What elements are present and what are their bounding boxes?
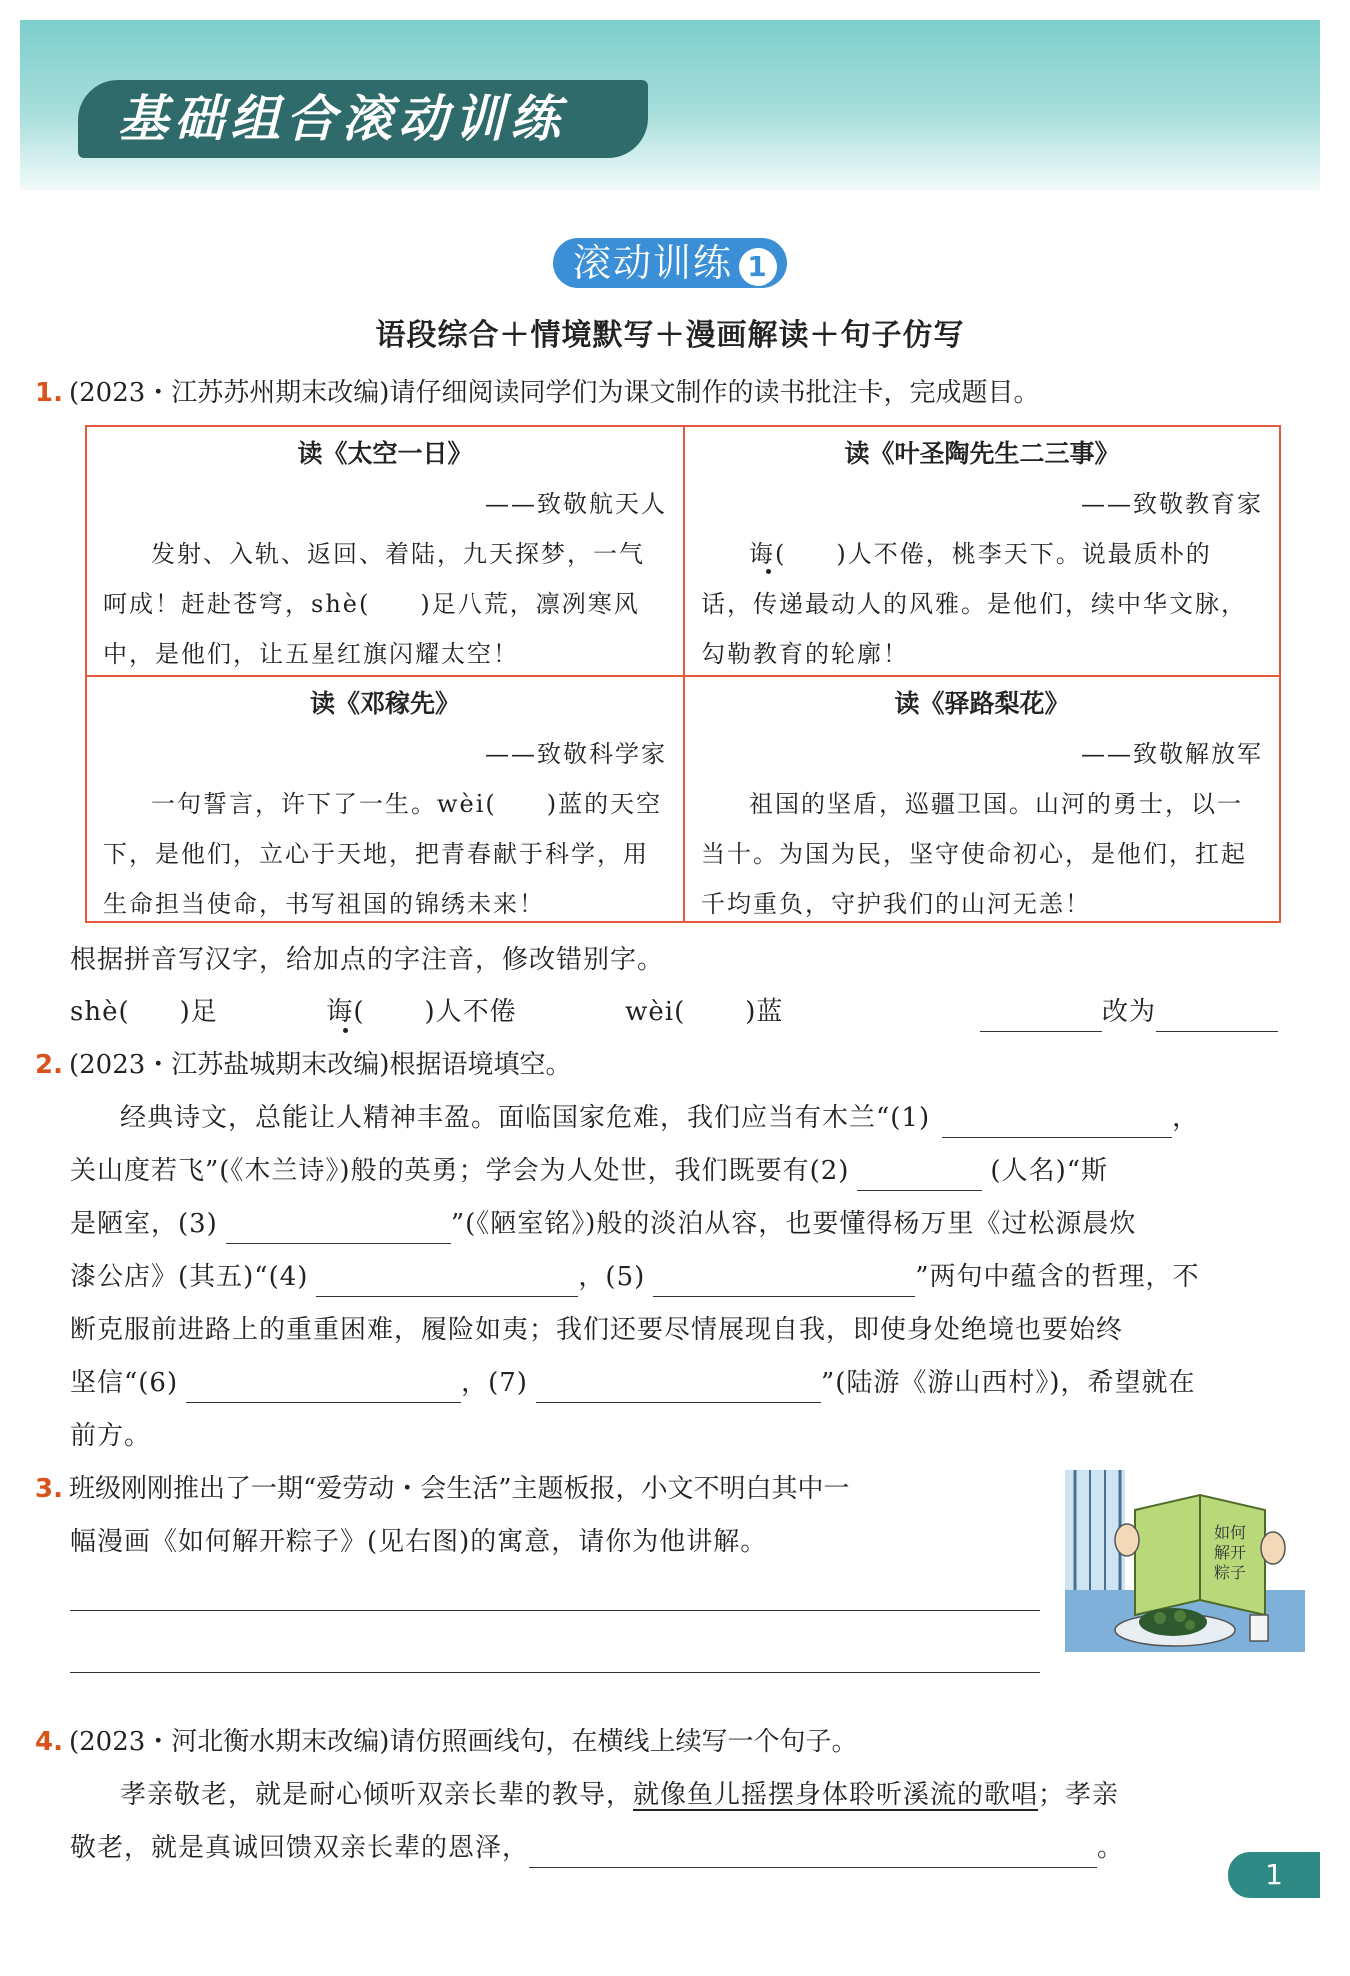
annotation-cards-table bbox=[85, 425, 1281, 923]
q2-line-4: 漆公店》(其五)“(4) ，(5) ”两句中蕴含的哲理，不 bbox=[70, 1257, 1200, 1297]
header-banner bbox=[20, 20, 1320, 190]
answer-she: shè( )足 bbox=[70, 997, 218, 1027]
comic-illustration bbox=[1065, 1470, 1305, 1652]
comic-label-line: 解开 bbox=[1213, 1543, 1247, 1562]
question-source: (2023・河北衡水期末改编) bbox=[68, 1727, 390, 1757]
card-body: 诲( )人不倦，桃李天下。说最质朴的话，传递最动人的风雅。是他们，续中华文脉，勾勒教育的轮廓！ bbox=[701, 540, 1247, 668]
card-dedication: ——致敬航天人 bbox=[485, 490, 667, 518]
answer-blank[interactable] bbox=[186, 1372, 461, 1403]
question-number: 3. bbox=[35, 1474, 63, 1504]
answer-line[interactable] bbox=[70, 1610, 1040, 1611]
answer-blank[interactable] bbox=[1156, 1001, 1278, 1032]
card-body: 发射、入轨、返回、着陆，九天探梦，一气呵成！赶赴苍穹，shè( )足八荒，凛冽寒风中，是他们，让五星红旗闪耀太空！ bbox=[103, 540, 645, 668]
session-pill bbox=[553, 238, 787, 288]
question-source: (2023・江苏盐城期末改编) bbox=[68, 1050, 390, 1080]
card-dedication: ——致敬科学家 bbox=[485, 740, 667, 768]
answer-blank[interactable] bbox=[942, 1107, 1172, 1138]
page bbox=[20, 20, 1320, 1960]
answer-hui: 诲( )人不倦 bbox=[326, 997, 517, 1027]
card-title: 读《驿路梨花》 bbox=[894, 689, 1070, 718]
question-4-stem bbox=[35, 1722, 857, 1762]
q2-line-6: 坚信“(6) ，(7) ”(陆游《游山西村》)，希望就在 bbox=[70, 1363, 1196, 1403]
card-taikong bbox=[87, 427, 683, 675]
q2-line-7: 前方。 bbox=[70, 1421, 152, 1451]
comic-label-line: 如何 bbox=[1213, 1523, 1247, 1542]
answer-blank[interactable] bbox=[857, 1160, 982, 1191]
card-dedication: ——致敬教育家 bbox=[1081, 490, 1263, 518]
answer-blank[interactable] bbox=[653, 1266, 915, 1297]
session-label: 滚动训练 bbox=[572, 241, 733, 285]
question-number: 2. bbox=[35, 1050, 63, 1080]
question-source: (2023・江苏苏州期末改编) bbox=[68, 378, 390, 408]
card-title: 读《邓稼先》 bbox=[309, 689, 460, 718]
question-number: 1. bbox=[35, 378, 63, 408]
card-dengjiaxian bbox=[87, 675, 683, 923]
answer-blank[interactable] bbox=[980, 1001, 1102, 1032]
question-text: 请仿照画线句，在横线上续写一个句子。 bbox=[389, 1727, 858, 1757]
answer-blank[interactable] bbox=[536, 1372, 821, 1403]
q4-line-1: 孝亲敬老，就是耐心倾听双亲长辈的教导，就像鱼儿摇摆身体聆听溪流的歌唱；孝亲 bbox=[120, 1780, 1120, 1810]
question-text: 根据语境填空。 bbox=[389, 1050, 572, 1080]
card-body: 一句誓言，许下了一生。wèi( )蓝的天空下，是他们，立心于天地，把青春献于科学，用生命担当使命，书写祖国的锦绣未来！ bbox=[103, 790, 663, 918]
answer-blank[interactable] bbox=[226, 1213, 451, 1244]
card-dedication: ——致敬解放军 bbox=[1081, 740, 1263, 768]
banner-title: 基础组合滚动训练 bbox=[78, 80, 648, 158]
answer-blank[interactable] bbox=[529, 1837, 1097, 1868]
q2-line-2: 关山度若飞”(《木兰诗》)般的英勇；学会为人处世，我们既要有(2) (人名)“斯 bbox=[70, 1151, 1108, 1191]
q2-line-5: 断克服前进路上的重重困难，履险如夷；我们还要尽情展现自我，即使身处绝境也要始终 bbox=[70, 1315, 1124, 1345]
card-yilu bbox=[683, 675, 1279, 923]
q3-line-2: 幅漫画《如何解开粽子》(见右图)的寓意，请你为他讲解。 bbox=[70, 1527, 768, 1557]
session-heading bbox=[20, 238, 1320, 288]
question-text: 请仔细阅读同学们为课文制作的读书批注卡，完成题目。 bbox=[389, 378, 1040, 408]
fix-row: 改为 bbox=[980, 992, 1278, 1032]
q2-line-3: 是陋室，(3) ”(《陋室铭》)般的淡泊从容，也要懂得杨万里《过松源晨炊 bbox=[70, 1204, 1136, 1244]
answer-line[interactable] bbox=[70, 1672, 1040, 1673]
page-number: 1 bbox=[1228, 1852, 1320, 1898]
card-body: 祖国的坚盾，巡疆卫国。山河的勇士，以一当十。为国为民，坚守使命初心，是他们，扛起千均重负，守护我们的山河无恙！ bbox=[701, 790, 1247, 918]
card-title: 读《太空一日》 bbox=[297, 439, 473, 468]
comic-label-line: 粽子 bbox=[1213, 1563, 1247, 1582]
underlined-sentence: 就像鱼儿摇摆身体聆听溪流的歌唱 bbox=[633, 1780, 1039, 1810]
question-1-stem bbox=[35, 373, 1305, 413]
subtitle: 语段综合＋情境默写＋漫画解读＋句子仿写 bbox=[375, 318, 965, 353]
question-number: 4. bbox=[35, 1727, 63, 1757]
answer-blank[interactable] bbox=[316, 1266, 578, 1297]
q1-instruction: 根据拼音写汉字，给加点的字注音，修改错别字。 bbox=[70, 945, 665, 975]
card-title: 读《叶圣陶先生二三事》 bbox=[844, 439, 1120, 468]
q1-answer-row bbox=[70, 992, 1310, 1032]
question-2-stem bbox=[35, 1045, 571, 1085]
answer-wei: wèi( )蓝 bbox=[625, 997, 784, 1027]
q4-line-2: 敬老，就是真诚回馈双亲长辈的恩泽， 。 bbox=[70, 1828, 1124, 1868]
card-yeshengtao bbox=[683, 427, 1279, 675]
q2-line-1: 经典诗文，总能让人精神丰盈。面临国家危难，我们应当有木兰“(1) ， bbox=[120, 1098, 1199, 1138]
question-3-stem: 3. 班级刚刚推出了一期“爱劳动・会生活”主题板报，小文不明白其中一 bbox=[35, 1474, 850, 1504]
session-number: 1 bbox=[739, 248, 777, 286]
